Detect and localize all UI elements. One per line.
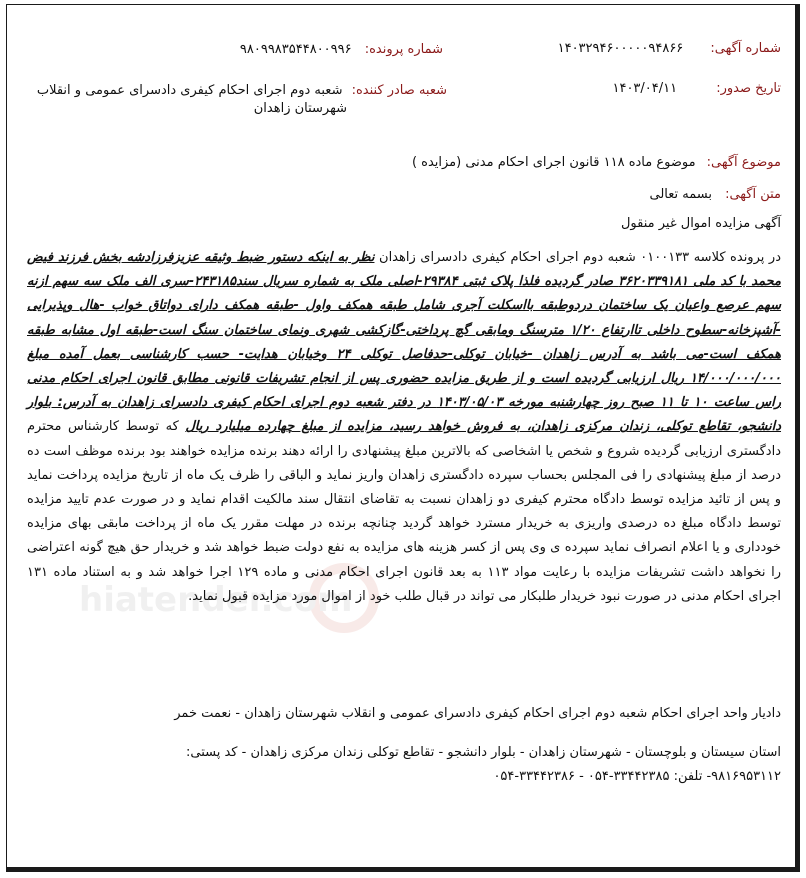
body-intro: در پرونده کلاسه ۰۱۰۰۱۳۳ شعبه دوم اجرای احکام کیفری دادسرای زاهدان	[379, 250, 781, 265]
issue-date	[612, 77, 781, 96]
ad-number	[558, 37, 781, 56]
watermark-text: hiatender.com	[79, 580, 353, 620]
notice-frame	[6, 4, 800, 872]
ad-number-value: ۱۴۰۳۲۹۴۶۰۰۰۰۰۹۴۸۶۶	[557, 41, 684, 56]
issuer-value-line1: شعبه دوم اجرای احکام کیفری دادسرای عمومی و انقلاب	[36, 83, 343, 98]
issue-date-label: تاریخ صدور:	[716, 81, 781, 96]
address	[27, 741, 781, 789]
issuer	[37, 77, 447, 103]
ad-number-label: شماره آگهی:	[710, 41, 781, 56]
subject-value: موضوع ماده ۱۱۸ قانون اجرای احکام مدنی (مزایده )	[411, 155, 696, 170]
case-number-label: شماره پرونده:	[364, 42, 443, 57]
signature: دادیار واحد اجرای احکام شعبه دوم اجرای احکام کیفری دادسرای عمومی و انقلاب شهرستان زاهدان - نعمت خمر	[174, 706, 781, 721]
notice-body	[27, 246, 781, 609]
issuer-label: شعبه صادر کننده:	[351, 83, 447, 98]
issuer-value-line2: شهرستان زاهدان	[253, 101, 347, 116]
notice-heading: آگهی مزایده اموال غیر منقول	[620, 216, 781, 231]
body-underlined: نظر به اینکه دستور ضبط وثیقه عزیزفرزادشه بخش فرزند فیض محمد با کد ملی ۳۶۲۰۳۳۹۱۸۱ صادر گردیده فلذا پلاک ثبتی ۲۹۳۸۴-اصلی ملک به شماره سریال سند۲۴۳۱۸۵-سری الف ملک سه سهم ازنه سهم عرصع واعیان یک ساختمان دردوطبقه بااسکلت آجری شامل طبقه همکف واول -طبقه همکف دارای دواتاق خواب -هال وپذیرایی -آشپزخانه-سطوح داخلی تاارتفاع ۱/۲۰ مترسنگ ومابقی گچ پرداختی-گازکشی شهری ونمای ساختمان سنگ است-طبقه اول مشابه طبقه همکف است-می باشد به آدرس زاهدان -خیابان توکلی-حدفاصل توکلی ۲۴ وخیابان هدایت- حسب کارشناسی بعمل آمده مبلغ ۱۴/۰۰۰/۰۰۰/۰۰۰ ریال ارزیابی گردیده است و از طریق مزایده حضوری پس از انجام تشریفات قانونی مطابق قانون اجرای احکام مدنی راس ساعت ۱۰ تا ۱۱ صبح روز چهارشنبه مورخه ۱۴۰۳/۰۵/۰۳ در دفتر شعبه دوم اجرای احکام کیفری دادسرای زاهدان به آدرس: بلوار دانشجو، تقاطع توکلی، زندان مرکزی زاهدان، به فروش خواهد رسید، مزایده از مبلغ چهارده میلیارد ریال	[27, 250, 782, 435]
issue-date-value: ۱۴۰۳/۰۴/۱۱	[612, 81, 678, 96]
subject	[412, 151, 781, 170]
basmala: بسمه تعالی	[649, 187, 712, 202]
subject-label: موضوع آگهی:	[706, 155, 781, 170]
text-section	[649, 183, 781, 202]
address-line1: استان سیستان و بلوچستان - شهرستان زاهدان - بلوار دانشجو - تقاطع توکلی زندان مرکزی زاهدان - کد پستی:	[186, 745, 781, 760]
case-number	[240, 38, 443, 57]
body-rest: که توسط کارشناس محترم دادگستری ارزیابی گردیده شروع و شخص یا اشخاصی که بالاترین مبلغ پیشنهادی را ارائه دهند برنده مزایده خواهند بود برنده موظف است ده درصد از مبلغ پیشنهادی را فی المجلس بحساب سپرده دادگستری زاهدان واریز نماید و الباقی را ظرف یک ماه از تاریخ مزایده پرداخت نماید و پس از تائید مزایده توسط دادگاه محترم کیفری دو زاهدان نسبت به تقاضای انتقال سند مالکیت اقدام نماید و در صورت عدم تایید مزایده توسط دادگاه مبلغ ده درصدی واریزی به خریدار مسترد خواهد گردید چنانچه برنده در مهلت مقرر یک ماه از پرداخت مابقی بهای مزایده خودداری و یا اعلام انصراف نماید سپرده ی وی پس از کسر هزینه های مزایده به نفع دولت ضبط خواهد شد و خریدار حق هیچ گونه اعتراضی را نخواهد داشت تشریفات مزایده با رعایت مواد ۱۱۳ به بعد قانون اجرای احکام مدنی و ماده ۱۲۹ اجرا خواهد شد و به استناد ماده ۱۳۱ اجرای احکام مدنی در صورت نبود خریدار طلبکار می تواند در قبال طلب خود از اموال مورد مزایده قبول نماید.	[27, 419, 781, 604]
case-number-value: ۹۸۰۹۹۸۳۵۴۴۸۰۰۹۹۶	[239, 42, 352, 57]
text-label: متن آگهی:	[725, 187, 781, 202]
address-line2: ۹۸۱۶۹۵۳۱۱۲- تلفن: ۳۳۴۴۲۳۸۵-۰۵۴ - ۳۳۴۴۲۳۸۶-۰۵۴	[493, 769, 781, 784]
